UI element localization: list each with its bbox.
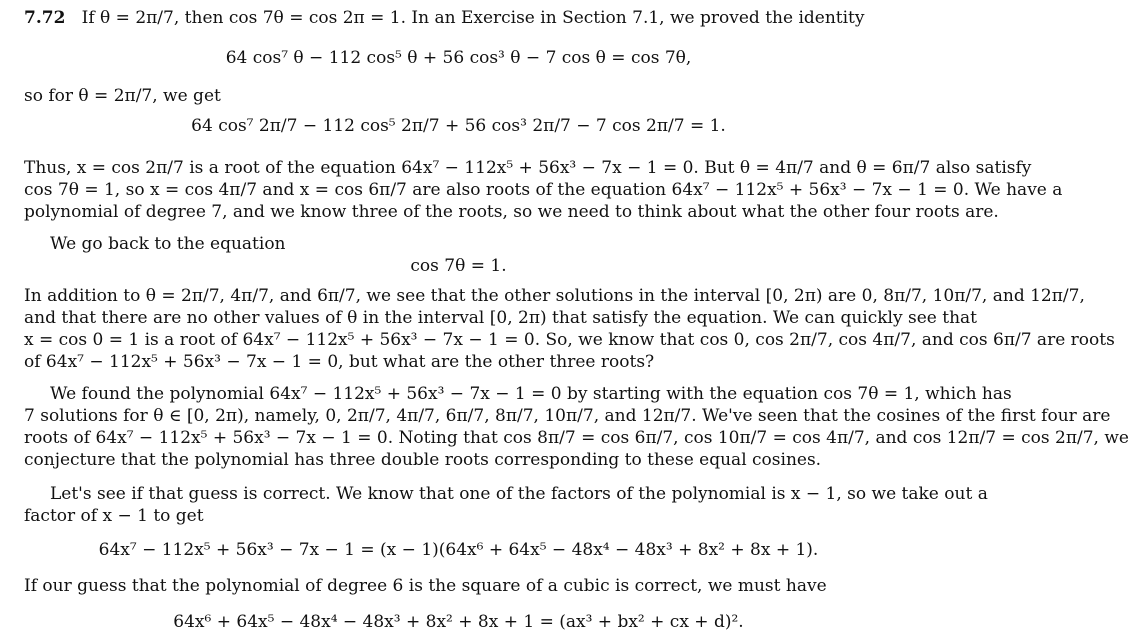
para4-line2: factor of x − 1 to get (24, 506, 204, 526)
para3-line1: We found the polynomial 64x⁷ − 112x⁵ + 56x³ − 7x − 1 = 0 by starting with the equation cos 7θ = 1, which has (50, 384, 1012, 404)
para2-line4: of 64x⁷ − 112x⁵ + 56x³ − 7x − 1 = 0, but what are the other three roots? (24, 352, 655, 372)
para1-line2: cos 7θ = 1, so x = cos 4π/7 and x = cos 6π/7 are also roots of the equation 64x⁷ − 112x⁵ + 56x³ − 7x − 1 = 0. We have a (24, 180, 1063, 200)
para1-line3: polynomial of degree 7, and we know three of the roots, so we need to think about what the other four roots are. (24, 202, 999, 222)
para3-line3: roots of 64x⁷ − 112x⁵ + 56x³ − 7x − 1 = 0. Noting that cos 8π/7 = cos 6π/7, cos 10π/7 = cos 4π/7, and cos 12π/7 = cos 2π/7, we (24, 428, 1129, 448)
exercise-number: 7.72 (24, 8, 66, 28)
identity-equation: 64 cos⁷ θ − 112 cos⁵ θ + 56 cos³ θ − 7 cos θ = cos 7θ, (225, 48, 692, 68)
factor-equation: 64x⁷ − 112x⁵ + 56x³ − 7x − 1 = (x − 1)(64x⁶ + 64x⁵ − 48x⁴ − 48x³ + 8x² + 8x + 1). (98, 540, 819, 560)
para4-line1: Let's see if that guess is correct. We know that one of the factors of the polynomial is x − 1, so we take out a (50, 484, 988, 504)
exercise-first-line (24, 8, 864, 28)
substituted-equation: 64 cos⁷ 2π/7 − 112 cos⁵ 2π/7 + 56 cos³ 2π/7 − 7 cos 2π/7 = 1. (191, 116, 726, 136)
substitution-text: so for θ = 2π/7, we get (24, 86, 221, 106)
para2-line1: In addition to θ = 2π/7, 4π/7, and 6π/7, we see that the other solutions in the interval [0, 2π) are 0, 8π/7, 10π/7, and 12π/7, (24, 286, 1085, 306)
para3-line4: conjecture that the polynomial has three double roots corresponding to these equal cosines. (24, 450, 822, 470)
square-equation: 64x⁶ + 64x⁵ − 48x⁴ − 48x³ + 8x² + 8x + 1 = (ax³ + bx² + cx + d)². (173, 612, 744, 632)
para2-line2: and that there are no other values of θ in the interval [0, 2π) that satisfy the equation. We can quickly see that (24, 308, 977, 328)
para3-line2: 7 solutions for θ ∈ [0, 2π), namely, 0, 2π/7, 4π/7, 6π/7, 8π/7, 10π/7, and 12π/7. We've seen that the cosines of the first four are (24, 406, 1111, 426)
go-back-text: We go back to the equation (50, 234, 286, 254)
para2-line3: x = cos 0 = 1 is a root of 64x⁷ − 112x⁵ + 56x³ − 7x − 1 = 0. So, we know that cos 0, cos 2π/7, cos 4π/7, and cos 6π/7 are roots (24, 330, 1115, 350)
exercise-intro: If θ = 2π/7, then cos 7θ = cos 2π = 1. In an Exercise in Section 7.1, we proved the identity (81, 8, 865, 28)
guess-text: If our guess that the polynomial of degree 6 is the square of a cubic is correct, we must have (24, 576, 827, 596)
cos-equation: cos 7θ = 1. (410, 256, 507, 276)
para1-line1: Thus, x = cos 2π/7 is a root of the equation 64x⁷ − 112x⁵ + 56x³ − 7x − 1 = 0. But θ = 4π/7 and θ = 6π/7 also satisfy (24, 158, 1032, 178)
